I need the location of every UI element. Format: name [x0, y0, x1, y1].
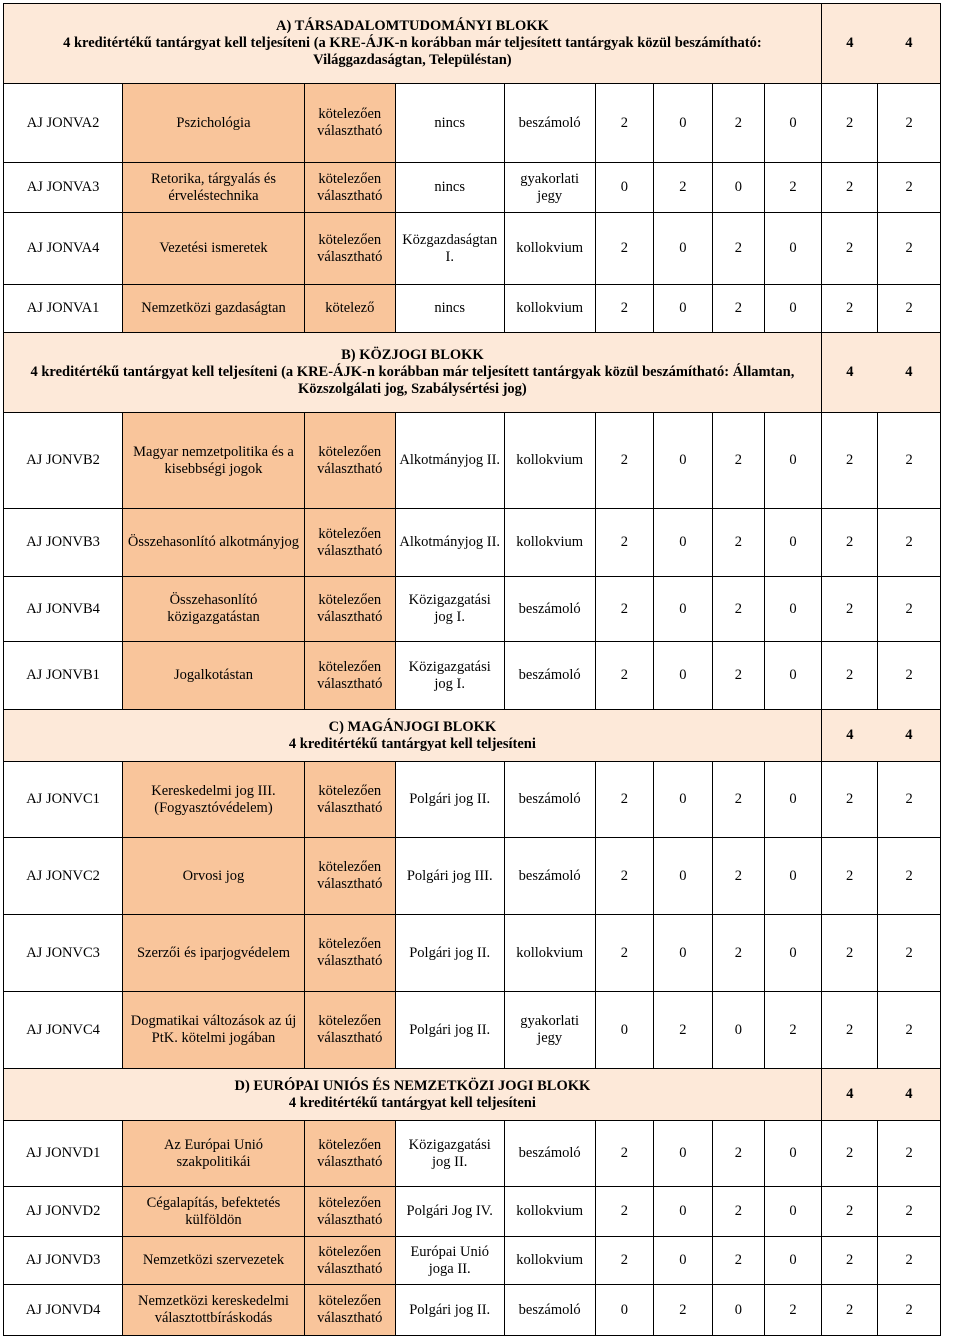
- course-hours-5: 2: [821, 915, 878, 992]
- course-code: AJ JONVC1: [4, 762, 123, 838]
- course-hours-2: 2: [654, 992, 713, 1069]
- course-hours-4: 0: [765, 285, 822, 333]
- course-hours-5: 2: [821, 213, 878, 285]
- course-hours-1: 2: [595, 915, 654, 992]
- course-hours-5: 2: [821, 992, 878, 1069]
- course-code: AJ JONVC4: [4, 992, 123, 1069]
- curriculum-table-wrapper: [3, 3, 941, 1336]
- course-hours-6: 2: [878, 915, 941, 992]
- course-hours-4: 0: [765, 413, 822, 509]
- table-row: [4, 1187, 941, 1237]
- course-hours-5: 2: [821, 762, 878, 838]
- course-hours-6: 2: [878, 163, 941, 213]
- table-row: [4, 285, 941, 333]
- course-exam-type: kollokvium: [504, 213, 595, 285]
- table-row: [4, 1285, 941, 1336]
- course-hours-3: 2: [712, 838, 764, 915]
- course-name: Összehasonlító alkotmányjog: [123, 509, 305, 577]
- course-hours-2: 0: [654, 915, 713, 992]
- course-exam-type: kollokvium: [504, 915, 595, 992]
- course-hours-2: 2: [654, 1285, 713, 1336]
- course-hours-4: 0: [765, 1187, 822, 1237]
- course-hours-3: 2: [712, 285, 764, 333]
- course-prerequisite: Polgári Jog IV.: [395, 1187, 504, 1237]
- course-exam-type: beszámoló: [504, 1121, 595, 1187]
- block-title: A) TÁRSADALOMTUDOMÁNYI BLOKK: [275, 18, 549, 34]
- course-prerequisite: Polgári jog II.: [395, 762, 504, 838]
- course-hours-6: 2: [878, 577, 941, 642]
- curriculum-table: [3, 3, 941, 1336]
- course-hours-3: 2: [712, 413, 764, 509]
- course-hours-2: 0: [654, 1121, 713, 1187]
- course-name: Kereskedelmi jog III. (Fogyasztóvédelem): [123, 762, 305, 838]
- course-hours-1: 2: [595, 413, 654, 509]
- course-hours-2: 0: [654, 762, 713, 838]
- table-row: [4, 509, 941, 577]
- block-header-row: [4, 333, 941, 413]
- course-code: AJ JONVC3: [4, 915, 123, 992]
- course-code: AJ JONVD3: [4, 1237, 123, 1285]
- table-row: [4, 915, 941, 992]
- course-type: kötelezően választható: [304, 84, 395, 163]
- course-hours-6: 2: [878, 762, 941, 838]
- course-hours-4: 2: [765, 1285, 822, 1336]
- course-hours-1: 2: [595, 1187, 654, 1237]
- course-type: kötelezően választható: [304, 1187, 395, 1237]
- course-name: Összehasonlító közigazgatástan: [123, 577, 305, 642]
- course-hours-6: 2: [878, 1121, 941, 1187]
- course-code: AJ JONVD1: [4, 1121, 123, 1187]
- course-hours-6: 2: [878, 413, 941, 509]
- course-exam-type: beszámoló: [504, 838, 595, 915]
- block-credit-2: 4: [878, 710, 941, 762]
- block-title: C) MAGÁNJOGI BLOKK: [328, 718, 497, 735]
- block-credit-1: 4: [821, 4, 878, 84]
- course-hours-5: 2: [821, 163, 878, 213]
- course-hours-2: 0: [654, 642, 713, 710]
- course-name: Pszichológia: [123, 84, 305, 163]
- block-title: D) EURÓPAI UNIÓS ÉS NEMZETKÖZI JOGI BLOKK: [234, 1077, 591, 1094]
- course-code: AJ JONVD2: [4, 1187, 123, 1237]
- course-name: Nemzetközi kereskedelmi választottbíráskodás: [123, 1285, 305, 1336]
- course-exam-type: gyakorlati jegy: [504, 992, 595, 1069]
- course-hours-4: 0: [765, 213, 822, 285]
- course-type: kötelezően választható: [304, 413, 395, 509]
- course-hours-6: 2: [878, 509, 941, 577]
- table-row: [4, 992, 941, 1069]
- course-hours-1: 2: [595, 1121, 654, 1187]
- course-exam-type: beszámoló: [504, 84, 595, 163]
- course-hours-5: 2: [821, 1187, 878, 1237]
- table-row: [4, 84, 941, 163]
- course-exam-type: beszámoló: [504, 1285, 595, 1336]
- table-row: [4, 1121, 941, 1187]
- course-code: AJ JONVB3: [4, 509, 123, 577]
- course-hours-3: 2: [712, 1187, 764, 1237]
- course-hours-1: 2: [595, 577, 654, 642]
- course-name: Az Európai Unió szakpolitikái: [123, 1121, 305, 1187]
- course-type: kötelezően választható: [304, 577, 395, 642]
- course-prerequisite: Európai Unió joga II.: [395, 1237, 504, 1285]
- course-hours-2: 0: [654, 413, 713, 509]
- course-hours-3: 0: [712, 163, 764, 213]
- course-hours-3: 2: [712, 213, 764, 285]
- course-exam-type: kollokvium: [504, 413, 595, 509]
- course-type: kötelező: [304, 285, 395, 333]
- table-body: [4, 4, 941, 1336]
- course-prerequisite: Alkotmányjog II.: [395, 413, 504, 509]
- course-hours-2: 0: [654, 1187, 713, 1237]
- course-hours-4: 0: [765, 509, 822, 577]
- table-row: [4, 577, 941, 642]
- course-hours-1: 2: [595, 285, 654, 333]
- course-hours-3: 2: [712, 84, 764, 163]
- course-name: Jogalkotástan: [123, 642, 305, 710]
- block-credit-2: 4: [878, 333, 941, 413]
- course-hours-1: 2: [595, 762, 654, 838]
- course-hours-4: 0: [765, 915, 822, 992]
- course-hours-5: 2: [821, 577, 878, 642]
- course-name: Szerzői és iparjogvédelem: [123, 915, 305, 992]
- course-hours-3: 2: [712, 915, 764, 992]
- course-type: kötelezően választható: [304, 992, 395, 1069]
- course-hours-6: 2: [878, 992, 941, 1069]
- course-code: AJ JONVB2: [4, 413, 123, 509]
- course-type: kötelezően választható: [304, 1237, 395, 1285]
- block-credit-2: 4: [878, 1069, 941, 1121]
- course-hours-4: 0: [765, 1237, 822, 1285]
- course-hours-6: 2: [878, 285, 941, 333]
- course-hours-2: 0: [654, 1237, 713, 1285]
- course-hours-2: 0: [654, 577, 713, 642]
- course-hours-3: 2: [712, 1121, 764, 1187]
- course-exam-type: kollokvium: [504, 1187, 595, 1237]
- course-hours-2: 0: [654, 84, 713, 163]
- block-header-row: [4, 710, 941, 762]
- course-code: AJ JONVB4: [4, 577, 123, 642]
- course-code: AJ JONVA1: [4, 285, 123, 333]
- course-code: AJ JONVA2: [4, 84, 123, 163]
- course-prerequisite: Polgári jog II.: [395, 915, 504, 992]
- course-hours-3: 2: [712, 509, 764, 577]
- course-code: AJ JONVC2: [4, 838, 123, 915]
- course-prerequisite: Közgazdaságtan I.: [395, 213, 504, 285]
- block-credit-2: 4: [878, 4, 941, 84]
- course-type: kötelezően választható: [304, 642, 395, 710]
- course-hours-4: 2: [765, 992, 822, 1069]
- course-hours-1: 2: [595, 838, 654, 915]
- course-exam-type: kollokvium: [504, 1237, 595, 1285]
- course-type: kötelezően választható: [304, 213, 395, 285]
- course-name: Orvosi jog: [123, 838, 305, 915]
- table-row: [4, 762, 941, 838]
- course-type: kötelezően választható: [304, 509, 395, 577]
- course-hours-1: 2: [595, 213, 654, 285]
- course-hours-4: 0: [765, 577, 822, 642]
- course-type: kötelezően választható: [304, 915, 395, 992]
- course-code: AJ JONVD4: [4, 1285, 123, 1336]
- course-hours-6: 2: [878, 84, 941, 163]
- course-type: kötelezően választható: [304, 1121, 395, 1187]
- course-hours-4: 0: [765, 84, 822, 163]
- course-exam-type: beszámoló: [504, 762, 595, 838]
- course-hours-3: 2: [712, 762, 764, 838]
- course-hours-5: 2: [821, 285, 878, 333]
- course-prerequisite: Polgári jog II.: [395, 1285, 504, 1336]
- course-hours-5: 2: [821, 1121, 878, 1187]
- course-prerequisite: nincs: [395, 84, 504, 163]
- block-subtitle: 4 kreditértékű tantárgyat kell teljesíteni (a KRE-ÁJK-n korábban már teljesített tantárgyak közül beszámítható: Államtan, Közszolgálati jog, Szabálysértési jog): [30, 364, 795, 397]
- course-prerequisite: Alkotmányjog II.: [395, 509, 504, 577]
- table-row: [4, 1237, 941, 1285]
- course-hours-6: 2: [878, 1237, 941, 1285]
- course-hours-3: 2: [712, 642, 764, 710]
- block-subtitle: 4 kreditértékű tantárgyat kell teljesíteni: [288, 735, 536, 752]
- course-hours-2: 0: [654, 213, 713, 285]
- course-hours-4: 0: [765, 1121, 822, 1187]
- course-type: kötelezően választható: [304, 838, 395, 915]
- course-hours-1: 2: [595, 84, 654, 163]
- course-hours-6: 2: [878, 838, 941, 915]
- course-type: kötelezően választható: [304, 1285, 395, 1336]
- course-hours-3: 0: [712, 1285, 764, 1336]
- block-header-row: [4, 4, 941, 84]
- course-hours-6: 2: [878, 1285, 941, 1336]
- course-code: AJ JONVB1: [4, 642, 123, 710]
- course-hours-1: 0: [595, 1285, 654, 1336]
- course-code: AJ JONVA4: [4, 213, 123, 285]
- course-name: Retorika, tárgyalás és érveléstechnika: [123, 163, 305, 213]
- course-hours-5: 2: [821, 1237, 878, 1285]
- block-credit-1: 4: [821, 1069, 878, 1121]
- block-subtitle: 4 kreditértékű tantárgyat kell teljesíteni (a KRE-ÁJK-n korábban már teljesített tantárgyak közül beszámítható: Világgazdaságtan, Településtan): [63, 35, 762, 68]
- course-hours-1: 2: [595, 642, 654, 710]
- block-header: [4, 4, 822, 84]
- course-name: Vezetési ismeretek: [123, 213, 305, 285]
- course-exam-type: kollokvium: [504, 509, 595, 577]
- course-prerequisite: Polgári jog III.: [395, 838, 504, 915]
- course-hours-2: 0: [654, 285, 713, 333]
- table-row: [4, 413, 941, 509]
- course-hours-6: 2: [878, 213, 941, 285]
- course-hours-1: 0: [595, 992, 654, 1069]
- course-name: Dogmatikai változások az új PtK. kötelmi jogában: [123, 992, 305, 1069]
- course-hours-6: 2: [878, 1187, 941, 1237]
- block-title: B) KÖZJOGI BLOKK: [341, 347, 484, 363]
- block-credit-1: 4: [821, 333, 878, 413]
- course-hours-4: 0: [765, 762, 822, 838]
- course-hours-6: 2: [878, 642, 941, 710]
- table-row: [4, 838, 941, 915]
- course-exam-type: beszámoló: [504, 642, 595, 710]
- course-code: AJ JONVA3: [4, 163, 123, 213]
- course-type: kötelezően választható: [304, 762, 395, 838]
- course-exam-type: gyakorlati jegy: [504, 163, 595, 213]
- course-hours-3: 0: [712, 992, 764, 1069]
- table-row: [4, 642, 941, 710]
- course-hours-2: 0: [654, 838, 713, 915]
- course-name: Nemzetközi szervezetek: [123, 1237, 305, 1285]
- course-hours-1: 2: [595, 509, 654, 577]
- table-row: [4, 213, 941, 285]
- course-hours-1: 2: [595, 1237, 654, 1285]
- block-credit-1: 4: [821, 710, 878, 762]
- course-hours-5: 2: [821, 838, 878, 915]
- course-hours-5: 2: [821, 413, 878, 509]
- course-exam-type: beszámoló: [504, 577, 595, 642]
- block-header: [4, 1069, 822, 1121]
- table-row: [4, 163, 941, 213]
- course-hours-5: 2: [821, 1285, 878, 1336]
- course-exam-type: kollokvium: [504, 285, 595, 333]
- block-header: [4, 710, 822, 762]
- course-prerequisite: Polgári jog II.: [395, 992, 504, 1069]
- block-subtitle: 4 kreditértékű tantárgyat kell teljesíteni: [288, 1094, 536, 1111]
- course-hours-4: 0: [765, 838, 822, 915]
- course-hours-2: 0: [654, 509, 713, 577]
- course-hours-4: 0: [765, 642, 822, 710]
- course-prerequisite: nincs: [395, 285, 504, 333]
- course-hours-5: 2: [821, 84, 878, 163]
- course-hours-4: 2: [765, 163, 822, 213]
- course-prerequisite: nincs: [395, 163, 504, 213]
- course-hours-3: 2: [712, 577, 764, 642]
- course-prerequisite: Közigazgatási jog II.: [395, 1121, 504, 1187]
- course-name: Magyar nemzetpolitika és a kisebbségi jogok: [123, 413, 305, 509]
- course-hours-5: 2: [821, 642, 878, 710]
- course-name: Cégalapítás, befektetés külföldön: [123, 1187, 305, 1237]
- course-prerequisite: Közigazgatási jog I.: [395, 642, 504, 710]
- course-hours-1: 0: [595, 163, 654, 213]
- course-hours-5: 2: [821, 509, 878, 577]
- block-header: [4, 333, 822, 413]
- course-hours-3: 2: [712, 1237, 764, 1285]
- course-prerequisite: Közigazgatási jog I.: [395, 577, 504, 642]
- course-hours-2: 2: [654, 163, 713, 213]
- block-header-row: [4, 1069, 941, 1121]
- course-name: Nemzetközi gazdaságtan: [123, 285, 305, 333]
- course-type: kötelezően választható: [304, 163, 395, 213]
